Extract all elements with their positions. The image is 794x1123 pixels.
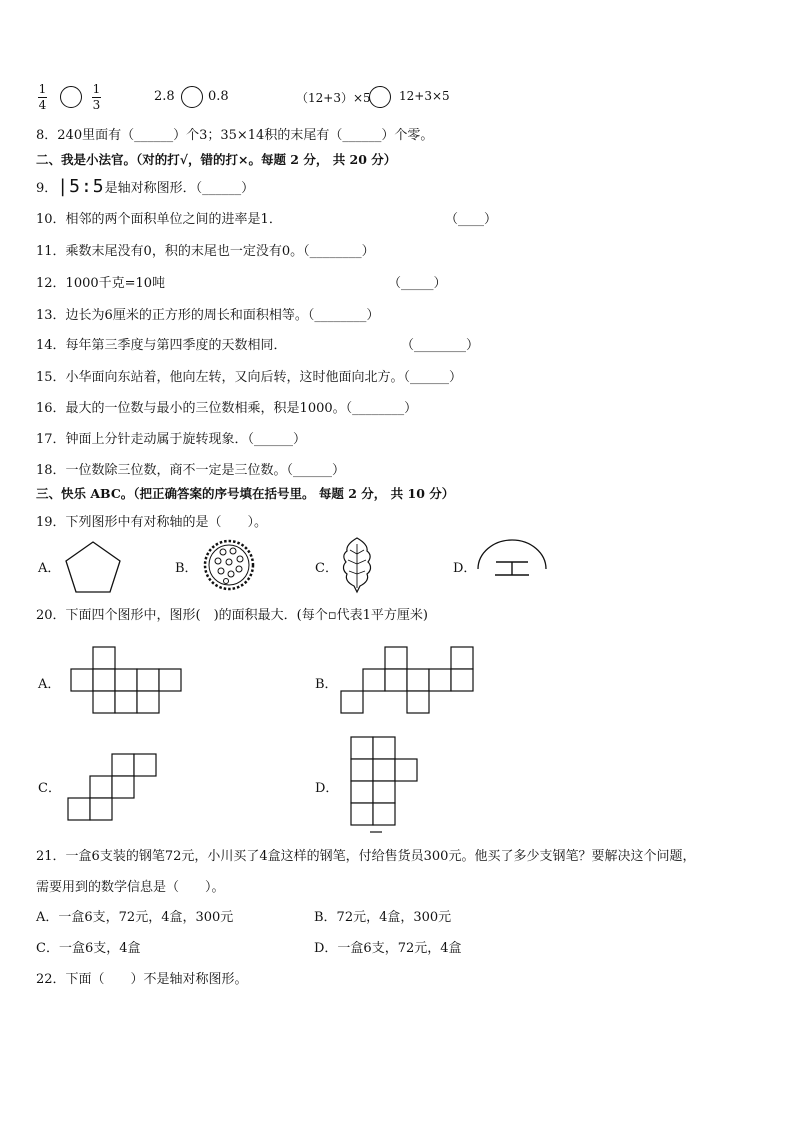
compare-right-a: 0.8 — [208, 89, 229, 104]
fraction-one-third: $\frac{1}{3}$ — [92, 82, 101, 112]
grid-option-a-label: A． — [38, 677, 61, 692]
grid-option-d-label: D． — [315, 781, 339, 796]
question-14: 14．每年第三季度与第四季度的天数相同． — [36, 338, 287, 353]
grid-figure-b[interactable] — [340, 646, 480, 716]
compare-circle-1[interactable] — [60, 86, 82, 108]
section-3-heading: 三、快乐 ABC。（把正确答案的序号填在括号里。 每题 2 分， 共 10 分） — [36, 486, 455, 501]
grid-figure-d[interactable] — [350, 736, 422, 836]
leaf-figure[interactable] — [340, 536, 374, 594]
option-c-label: C． — [315, 561, 338, 576]
question-9-text: 是轴对称图形．（______） — [104, 181, 255, 196]
grid-figure-a[interactable] — [70, 646, 186, 716]
question-10: 10．相邻的两个面积单位之间的进率是1． — [36, 212, 282, 227]
pentagon-figure[interactable] — [64, 540, 122, 594]
question-21-line-1: 21．一盒6支装的钢笔72元，小川买了4盒这样的钢笔，付给售货员300元。他买了多少支钢笔？要解决这个问题， — [36, 849, 696, 864]
grid-option-b-label: B． — [315, 677, 338, 692]
question-11: 11．乘数末尾没有0，积的末尾也一定没有0。（________） — [36, 244, 375, 259]
question-15: 15．小华面向东站着，他向左转，又向后转，这时他面向北方。（______） — [36, 370, 463, 385]
compare-left-a: 2.8 — [154, 89, 175, 104]
section-2-heading: 二、我是小法官。（对的打√，错的打×。每题 2 分， 共 20 分） — [36, 152, 397, 167]
question-17: 17．钟面上分针走动属于旋转现象．（______） — [36, 432, 307, 447]
digital-symbol: |5:5 — [57, 176, 105, 197]
grid-figure-c[interactable] — [67, 753, 161, 823]
question-21-line-2: 需要用到的数学信息是（ ）。 — [36, 880, 225, 895]
question-19: 19．下列图形中有对称轴的是（ ）。 — [36, 515, 268, 530]
question-10-blank[interactable]: （____） — [445, 212, 498, 227]
question-12: 12．1000千克=10吨 — [36, 276, 166, 291]
question-21-option-b[interactable]: B．72元，4盒，300元 — [314, 910, 452, 925]
question-21-option-a[interactable]: A．一盒6支，72元，4盒，300元 — [36, 910, 234, 925]
question-12-blank[interactable]: （_____） — [388, 276, 447, 291]
compare-circle-2[interactable] — [181, 86, 203, 108]
cookie-figure[interactable] — [202, 538, 256, 592]
question-18: 18．一位数除三位数，商不一定是三位数。（______） — [36, 463, 346, 478]
compare-right-b: 12+3×5 — [399, 89, 450, 103]
question-16: 16．最大的一位数与最小的三位数相乘，积是1000。（________） — [36, 401, 418, 416]
question-21-option-d[interactable]: D．一盒6支，72元，4盒 — [314, 941, 462, 956]
question-13: 13．边长为6厘米的正方形的周长和面积相等。（________） — [36, 308, 380, 323]
grid-option-c-label: C． — [38, 781, 61, 796]
question-8: 8．240里面有（______）个3；35×14积的末尾有（______）个零。 — [36, 128, 434, 143]
question-9 — [36, 176, 254, 197]
question-14-blank[interactable]: （________） — [401, 338, 480, 353]
question-9-number: 9． — [36, 181, 58, 196]
question-22: 22．下面（ ）不是轴对称图形。 — [36, 972, 248, 987]
fraction-one-quarter: $\frac{1}{4}$ — [38, 82, 47, 112]
question-20: 20．下面四个图形中，图形( )的面积最大．(每个▫代表1平方厘米) — [36, 608, 428, 623]
compare-circle-3[interactable] — [369, 86, 391, 108]
option-d-label: D． — [453, 561, 477, 576]
compare-left-b: （12+3）×5 — [296, 91, 371, 105]
umbrella-figure[interactable] — [476, 538, 548, 578]
question-21-option-c[interactable]: C．一盒6支，4盒 — [36, 941, 141, 956]
option-b-label: B． — [175, 561, 198, 576]
option-a-label: A． — [38, 561, 61, 576]
